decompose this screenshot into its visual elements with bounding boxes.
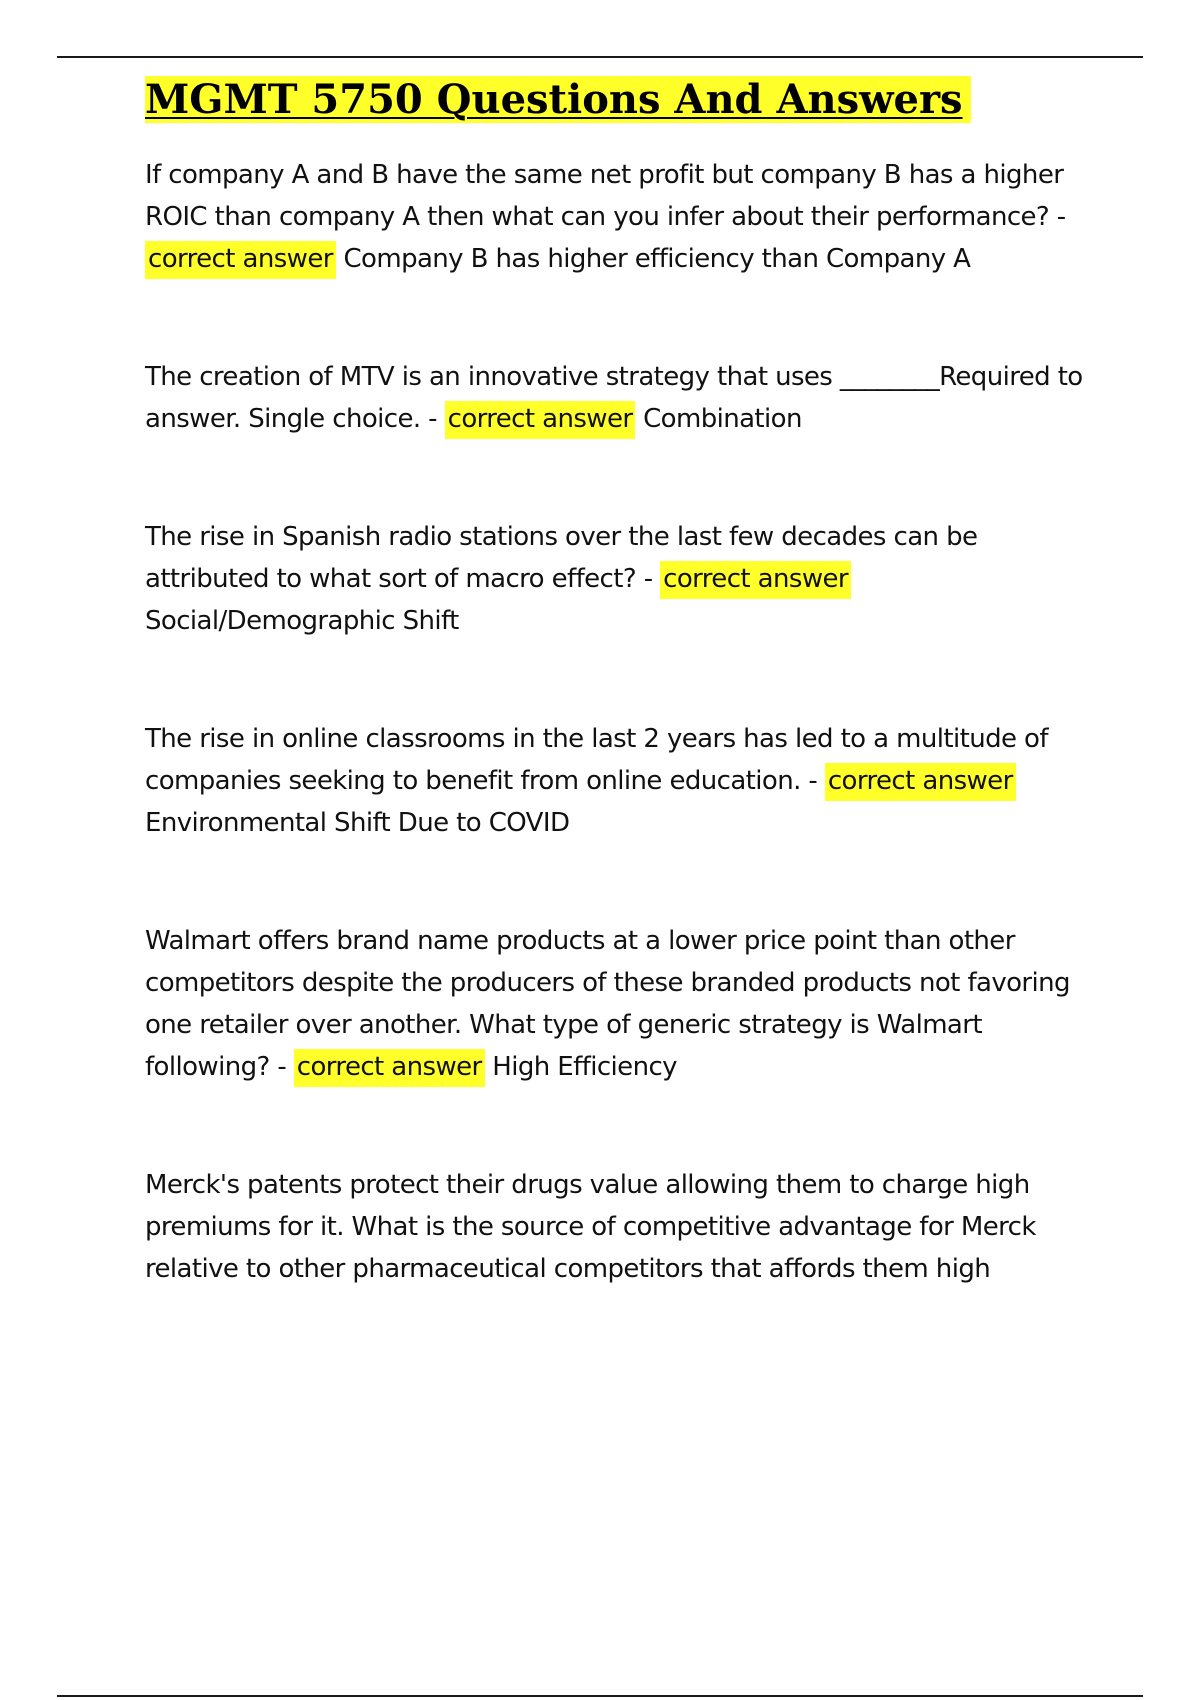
bottom-rule bbox=[57, 1695, 1143, 1697]
answer-label: correct answer bbox=[825, 763, 1016, 801]
question-text: If company A and B have the same net profit but company B has a higher ROIC than company A then what can you infer about their performance? - bbox=[145, 160, 1066, 232]
question-text: The creation of MTV is an innovative strategy that uses ________Required to answer. Single choice. - bbox=[145, 362, 1083, 434]
answer-text: Combination bbox=[635, 404, 802, 434]
qa-item-3 bbox=[145, 516, 1105, 642]
document-body bbox=[145, 72, 1105, 1366]
title-highlight: MGMT 5750 Questions And Answers bbox=[145, 76, 971, 123]
qa-item-1 bbox=[145, 154, 1105, 280]
answer-text: Environmental Shift Due to COVID bbox=[145, 808, 570, 838]
answer-label: correct answer bbox=[445, 401, 636, 439]
qa-list bbox=[145, 154, 1105, 1290]
qa-item-2 bbox=[145, 356, 1105, 440]
qa-item-4 bbox=[145, 718, 1105, 844]
answer-text: Company B has higher efficiency than Company A bbox=[335, 244, 971, 274]
question-text: Merck's patents protect their drugs value allowing them to charge high premiums for it. What is the source of competitive advantage for Merck relative to other pharmaceutical competitors that affords them high bbox=[145, 1170, 1036, 1284]
answer-label: correct answer bbox=[145, 241, 336, 279]
qa-item-5 bbox=[145, 920, 1105, 1088]
question-text: The rise in online classrooms in the last 2 years has led to a multitude of companies seeking to benefit from online education. - bbox=[145, 724, 1048, 796]
document-title bbox=[145, 72, 1105, 128]
qa-item-6 bbox=[145, 1164, 1105, 1290]
answer-label: correct answer bbox=[294, 1049, 485, 1087]
question-text: The rise in Spanish radio stations over the last few decades can be attributed to what sort of macro effect? - bbox=[145, 522, 978, 594]
question-text: Walmart offers brand name products at a lower price point than other competitors despite the producers of these branded products not favoring one retailer over another. What type of generic strategy is Walmart following? - bbox=[145, 926, 1070, 1082]
answer-text: Social/Demographic Shift bbox=[145, 606, 459, 636]
answer-label: correct answer bbox=[660, 561, 851, 599]
top-rule bbox=[57, 56, 1143, 58]
answer-text: High Efficiency bbox=[484, 1052, 677, 1082]
